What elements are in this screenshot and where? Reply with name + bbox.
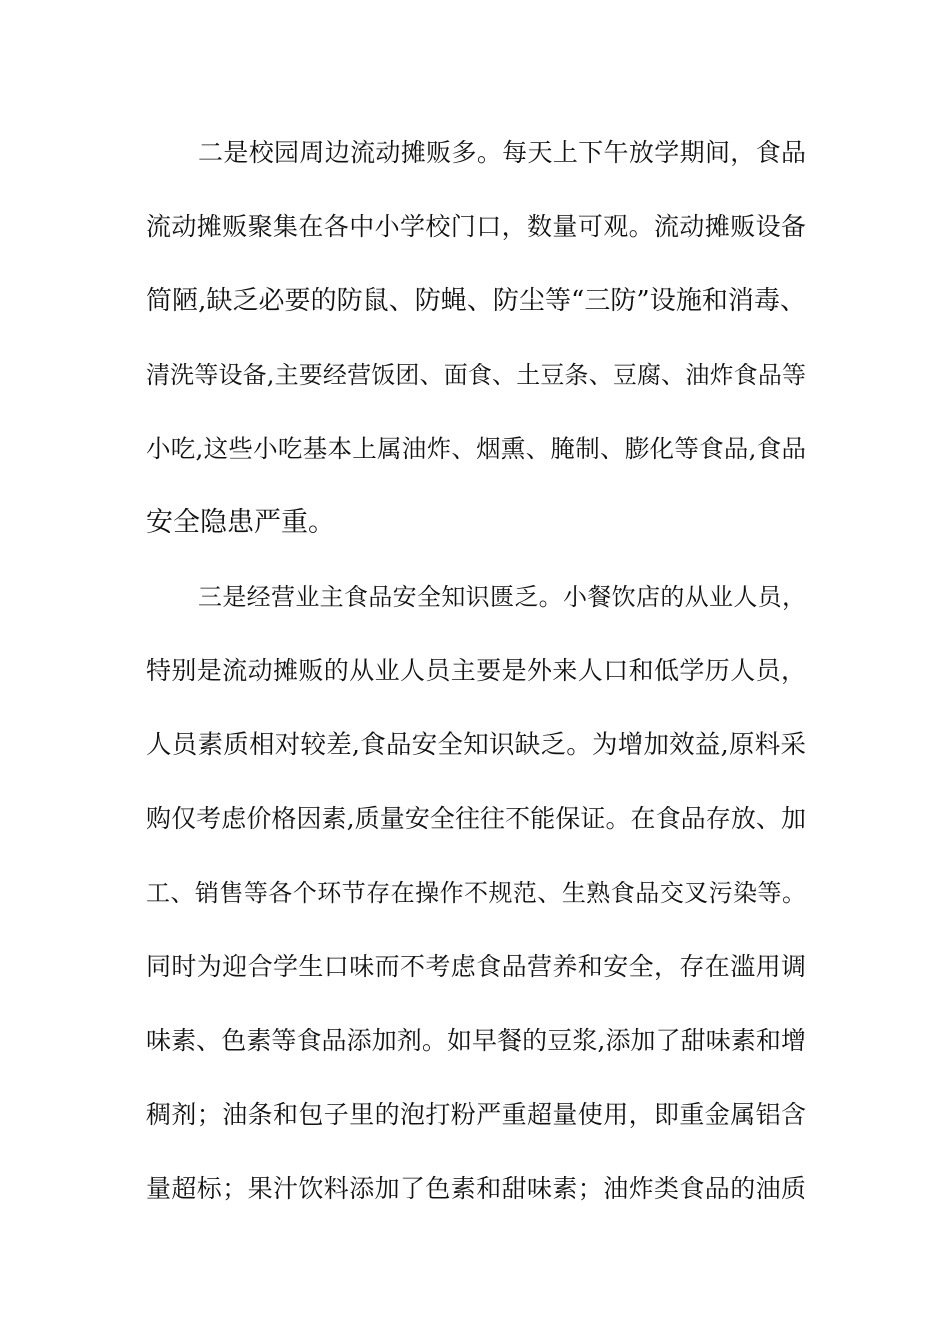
- paragraph-2-line-4: 购仅考虑价格因素,质量安全往往不能保证。在食品存放、加: [146, 804, 806, 833]
- paragraph-1-line-2: 流动摊贩聚集在各中小学校门口，数量可观。流动摊贩设备: [146, 212, 806, 241]
- paragraph-2-line-1: 三是经营业主食品安全知识匮乏。小餐饮店的从业人员，: [198, 583, 806, 611]
- paragraph-2-line-7: 味素、色素等食品添加剂。如早餐的豆浆,添加了甜味素和增: [146, 1026, 806, 1055]
- paragraph-1-line-3: 简陋,缺乏必要的防鼠、防蝇、防尘等“三防”设施和消毒、: [146, 286, 806, 316]
- paragraph-1-line-4: 清洗等设备,主要经营饭团、面食、土豆条、豆腐、油炸食品等: [146, 361, 806, 389]
- paragraph-2-line-2: 特别是流动摊贩的从业人员主要是外来人口和低学历人员，: [146, 656, 806, 685]
- paragraph-2-line-8: 稠剂；油条和包子里的泡打粉严重超量使用，即重金属铝含: [146, 1100, 806, 1129]
- paragraph-1-line-5: 小吃,这些小吃基本上属油炸、烟熏、腌制、膨化等食品,食品: [146, 434, 806, 463]
- paragraph-2-line-5: 工、销售等各个环节存在操作不规范、生熟食品交叉污染等。: [146, 879, 806, 907]
- paragraph-1-line-6: 安全隐患严重。: [146, 507, 335, 538]
- paragraph-1-line-1: 二是校园周边流动摊贩多。每天上下午放学期间，食品: [198, 138, 806, 167]
- paragraph-2-line-6: 同时为迎合学生口味而不考虑食品营养和安全，存在滥用调: [146, 952, 806, 981]
- paragraph-2-line-9: 量超标；果汁饮料添加了色素和甜味素；油炸类食品的油质: [146, 1174, 806, 1203]
- paragraph-2-line-3: 人员素质相对较差,食品安全知识缺乏。为增加效益,原料采: [146, 730, 806, 760]
